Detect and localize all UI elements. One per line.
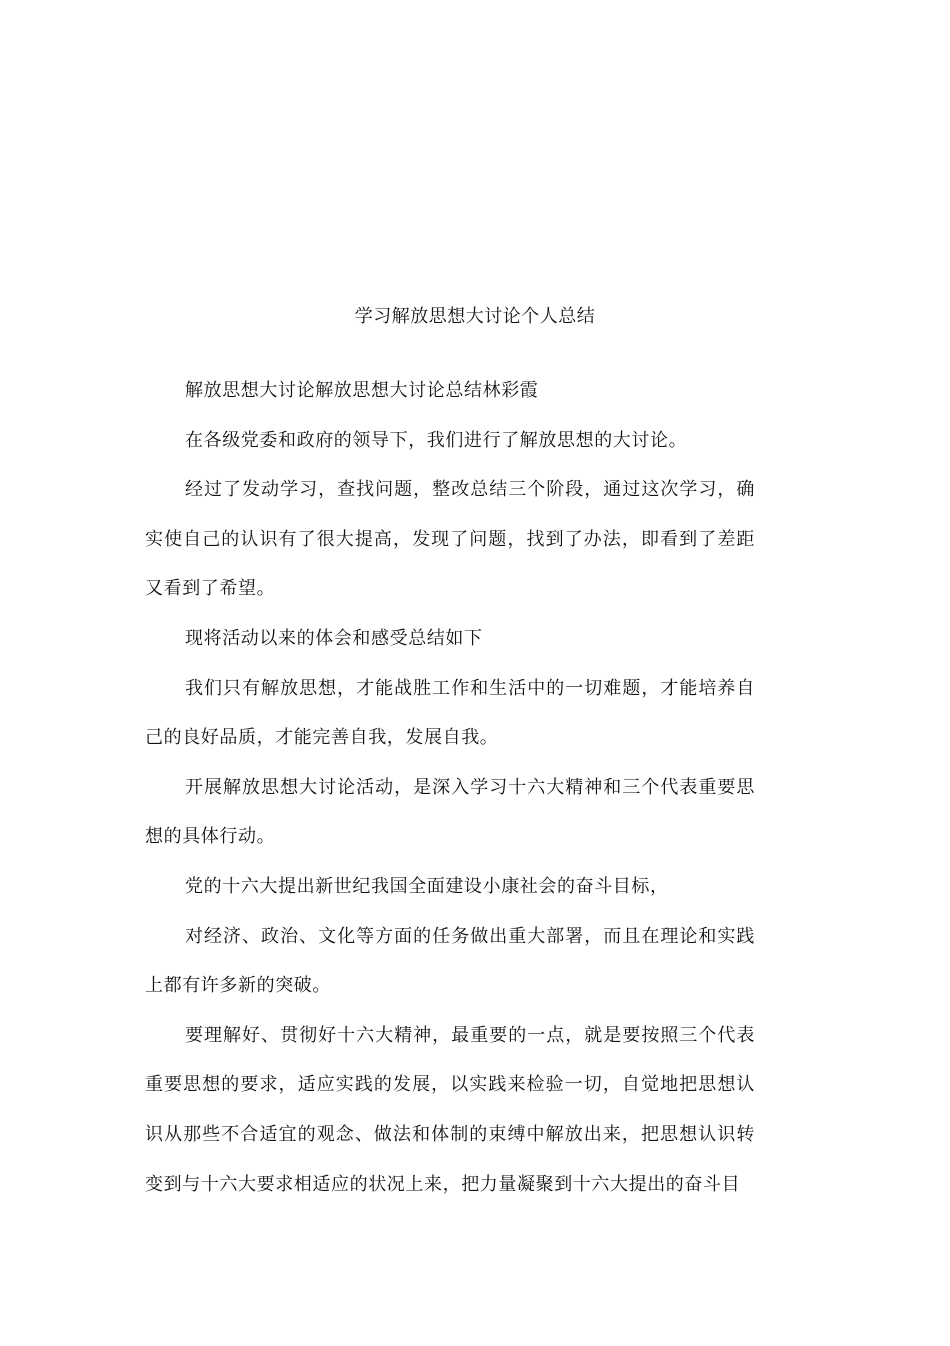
- paragraph: 我们只有解放思想，才能战胜工作和生活中的一切难题，才能培养自己的良好品质，才能完善自我，发展自我。: [145, 677, 755, 749]
- paragraph: 要理解好、贯彻好十六大精神，最重要的一点，就是要按照三个代表重要思想的要求，适应实践的发展，以实践来检验一切，自觉地把思想认识从那些不合适宜的观念、做法和体制的束缚中解放出来，把思想认识转变到与十六大要求相适应的状况上来，把力量凝聚到十六大提出的奋斗目: [145, 1024, 755, 1195]
- paragraph: 开展解放思想大讨论活动，是深入学习十六大精神和三个代表重要思想的具体行动。: [145, 776, 755, 848]
- paragraph: 对经济、政治、文化等方面的任务做出重大部署，而且在理论和实践上都有许多新的突破。: [145, 925, 755, 997]
- paragraph: 在各级党委和政府的领导下，我们进行了解放思想的大讨论。: [185, 429, 688, 451]
- paragraph: 党的十六大提出新世纪我国全面建设小康社会的奋斗目标，: [185, 875, 669, 897]
- paragraph: 解放思想大讨论解放思想大讨论总结林彩霞: [185, 380, 539, 401]
- paragraph: 经过了发动学习，查找问题，整改总结三个阶段，通过这次学习，确实使自己的认识有了很大提高，发现了问题，找到了办法，即看到了差距又看到了希望。: [145, 479, 755, 600]
- document-title: 学习解放思想大讨论个人总结: [354, 306, 596, 327]
- document-body: [145, 366, 755, 1209]
- paragraph: 现将活动以来的体会和感受总结如下: [185, 627, 483, 649]
